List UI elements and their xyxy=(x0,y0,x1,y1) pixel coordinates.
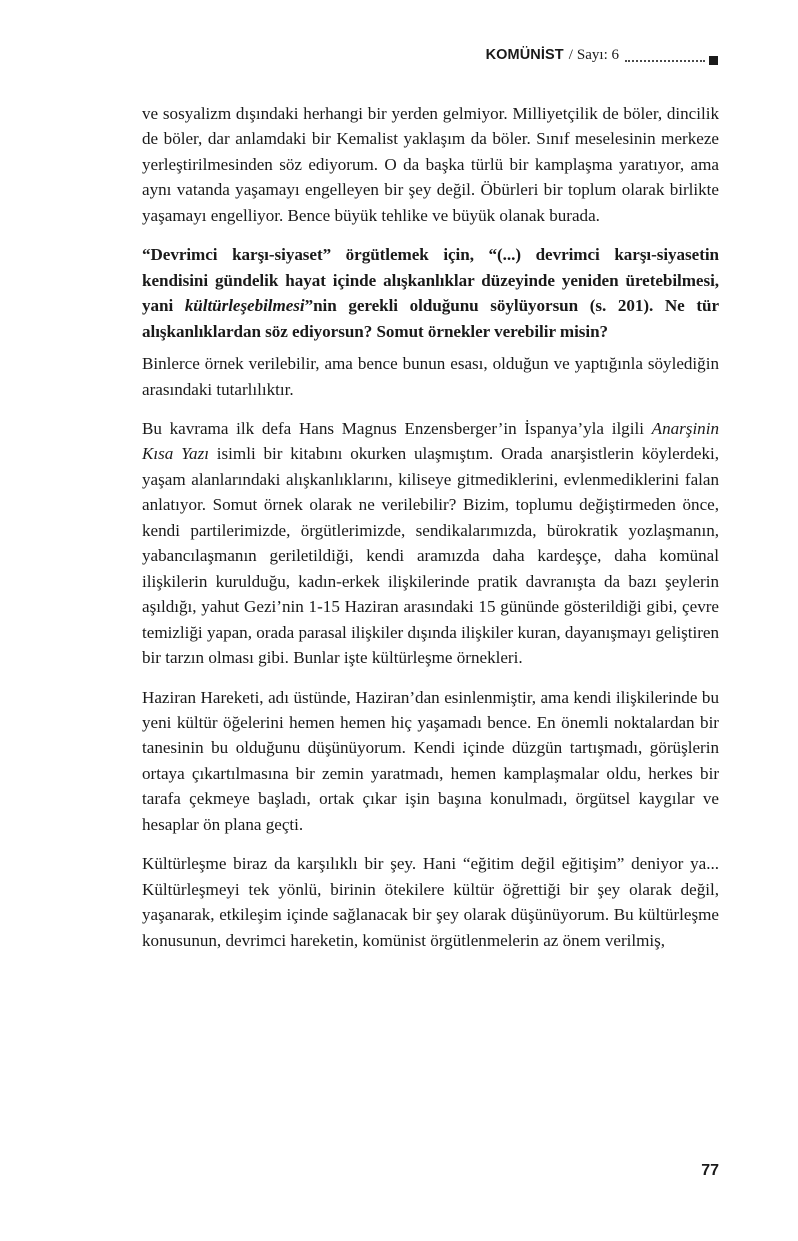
paragraph: Binlerce örnek verilebilir, ama bence bunun esası, olduğun ve yaptığınla söylediğin arasındaki tutarlılıktır. xyxy=(142,354,719,399)
book-title-italic: Anarşinin Kısa Yazı xyxy=(142,418,719,464)
paragraph: ve sosyalizm dışındaki herhangi bir yerden gelmiyor. Milliyetçilik de böler, dincilik de böler, dar anlamdaki bir Kemalist yaklaşım da böler. Sınıf meselesinin merkeze yerleştirilmesinden söz ediyorum. O da başka türlü bir kamplaşma yaratıyor, ama aynı vatanda yaşamayı engelleyen bir şey değil. Öbürleri bir toplum olarak birlikte yaşamayı engelliyor. Bence büyük tehlike ve büyük olanak burada. xyxy=(142,104,719,225)
paragraph: Haziran Hareketi, adı üstünde, Haziran’dan esinlenmiştir, ama kendi ilişkilerinde bu yeni kültür öğelerini hemen hemen hiç yaşamadı bence. En önemli noktalardan bir tanesinin bu olduğunu düşünüyorum. Kendi içinde düzgün tartışmadı, görüşlerin ortaya çıkartılmasına bir zemin yaratmadı, hemen kamplaşmalar oldu, herkes bir tarafa çekmeye başladı, ortak çıkar işin başına konulmadı, örgütsel kaygılar ve hesaplar ön plana geçti. xyxy=(142,687,719,834)
paragraph xyxy=(142,416,719,671)
question-text-before-italic: “Devrimci karşı-siyaset” örgütlemek için, “(...) devrimci karşı-siyasetin kendisini gündelik hayat içinde alışkanlıklar düzeyinde yeniden üretebilmesi, yani xyxy=(142,245,719,316)
square-ornament-icon xyxy=(709,56,718,65)
page-number: 77 xyxy=(701,1162,719,1179)
paragraph: Kültürleşme biraz da karşılıklı bir şey. Hani “eğitim değil eğitişim” deniyor ya... Kültürleşmeyi tek yönlü, birinin ötekilere kültür öğrettiği bir şey olarak değil, yaşanarak, etkileşim içinde sağlanacak bir şey olarak düşünüyorum. Bu kültürleşme konusunun, devrimci hareketin, komünist örgütlenmelerin az önem verilmiş, xyxy=(142,854,719,950)
dotted-rule-icon xyxy=(625,59,705,62)
question-text-after-italic: ”nin gerekli olduğunu söylüyorsun (s. 201). Ne tür alışkanlıklardan söz ediyorsun? Somut örnekler verebilir misin? xyxy=(142,296,719,341)
body-text-column xyxy=(142,101,719,953)
paragraph-text-after-italic: isimli bir kitabını okurken ulaşmıştım. Orada anarşistlerin köylerdeki, yaşam alanlarındaki alışkanlıklarını, kiliseye gitmediklerini, evlenmediklerini falan anlatıyor. Somut örnek olarak ne verilebilir? Bizim, toplumu değiştirmeden önce, kendi partilerimizde, örgütlerimizde, sendikalarımızda, bürokratik yozlaşmanın, yabancılaşmanın geriletildiği, kendi aramızda daha kardeşçe, daha komünal ilişkilerin kurulduğu, kadın-erkek ilişkilerinde pratik davranışta da bazı şeylerin aşıldığı, yahut Gezi’nin 1-15 Haziran arasındaki 15 gününde gösterildiği gibi, çevre temizliği yapan, orada parasal ilişkiler dışında ilişkiler kuran, dayanışmayı geliştiren bir tarzın olması gibi. Bunlar işte kültürleşme örnekleri. xyxy=(142,444,719,668)
running-head-issue-number: Sayı: 6 xyxy=(576,47,619,63)
paragraph-text-before-italic: Bu kavrama ilk defa Hans Magnus Enzensberger’in İspanya’yla ilgili xyxy=(142,418,652,438)
question-italic-term: kültürleşebilmesi xyxy=(184,296,305,316)
running-head xyxy=(142,47,718,69)
running-head-journal-title: KOMÜNİST xyxy=(485,47,564,63)
running-head-separator: / xyxy=(568,47,573,63)
interview-question xyxy=(142,242,719,344)
